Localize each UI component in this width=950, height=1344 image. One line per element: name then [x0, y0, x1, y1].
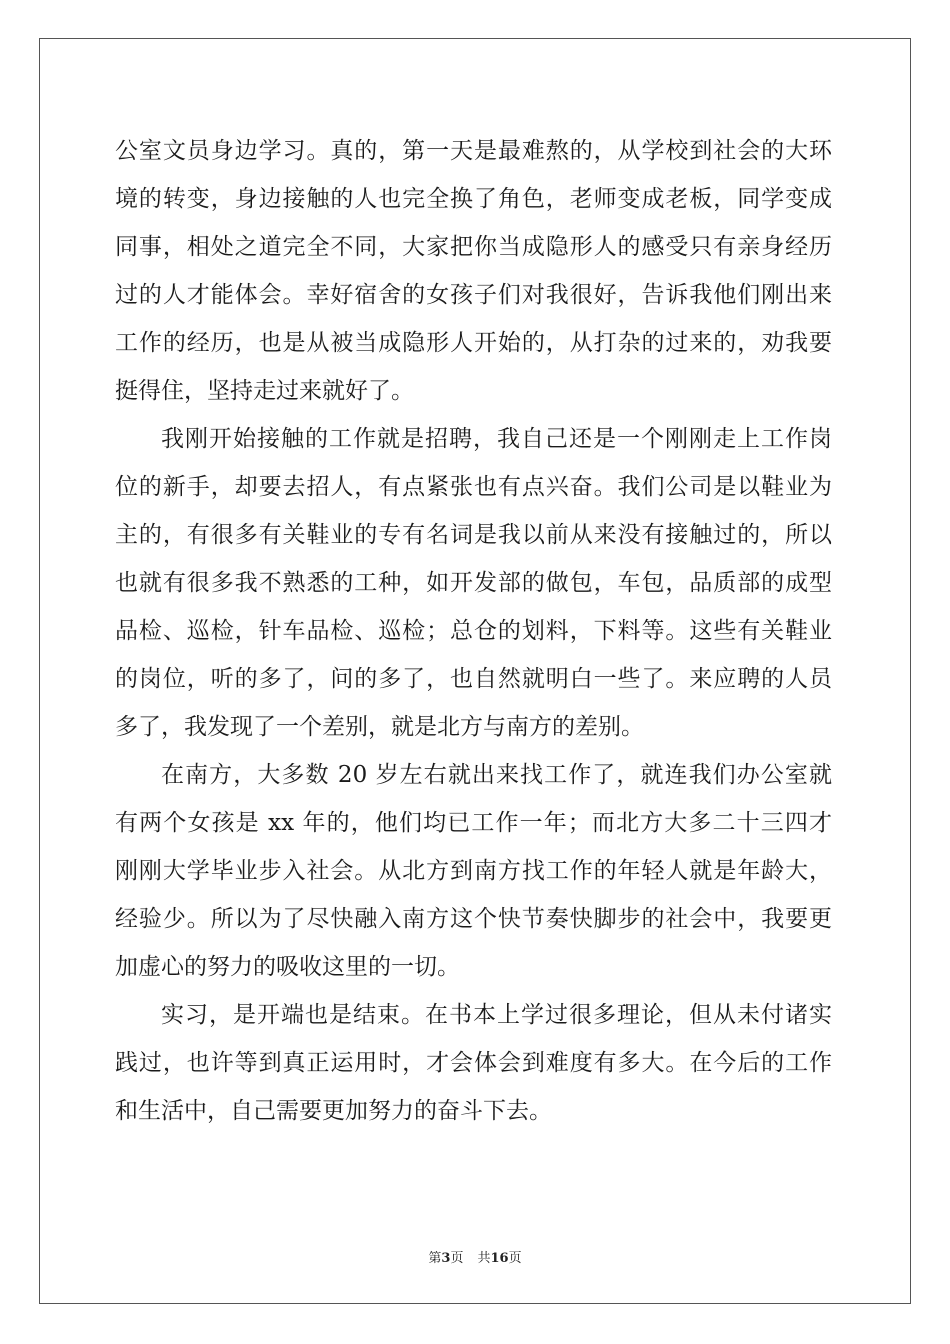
text-line: 挺得住，坚持走过来就好了。 — [115, 378, 414, 404]
paragraph — [115, 127, 832, 415]
text-line: 品检、巡检，针车品检、巡检；总仓的划料，下料等。这些有关鞋业 — [115, 618, 832, 644]
text-line: 有两个女孩是 xx 年的，他们均已工作一年；而北方大多二十三四才 — [115, 810, 832, 836]
text-line: 践过，也许等到真正运用时，才会体会到难度有多大。在今后的工作 — [115, 1050, 832, 1076]
text-line: 经验少。所以为了尽快融入南方这个快节奏快脚步的社会中，我要更 — [115, 906, 832, 932]
text-line: 位的新手，却要去招人，有点紧张也有点兴奋。我们公司是以鞋业为 — [115, 474, 832, 500]
text-line: 同事，相处之道完全不同，大家把你当成隐形人的感受只有亲身经历 — [115, 234, 832, 260]
text-line: 多了，我发现了一个差别，就是北方与南方的差别。 — [115, 714, 644, 740]
text-line: 的岗位，听的多了，问的多了，也自然就明白一些了。来应聘的人员 — [115, 666, 832, 692]
total-page-count: 16 — [490, 1251, 509, 1266]
text-line: 我刚开始接触的工作就是招聘，我自己还是一个刚刚走上工作岗 — [161, 426, 832, 452]
page-number-prefix: 第 — [428, 1251, 442, 1266]
total-pages-suffix: 页 — [508, 1251, 522, 1266]
text-line: 加虚心的努力的吸收这里的一切。 — [115, 954, 460, 980]
current-page-number: 3 — [441, 1251, 451, 1266]
text-line: 公室文员身边学习。真的，第一天是最难熬的，从学校到社会的大环 — [115, 138, 832, 164]
page-number-suffix: 页 — [450, 1251, 464, 1266]
text-line: 也就有很多我不熟悉的工种，如开发部的做包，车包，品质部的成型 — [115, 570, 832, 596]
paragraph — [115, 751, 832, 991]
text-line: 工作的经历，也是从被当成隐形人开始的，从打杂的过来的，劝我要 — [115, 330, 832, 356]
text-line: 实习，是开端也是结束。在书本上学过很多理论，但从未付诸实 — [161, 1002, 832, 1028]
paragraph — [115, 991, 832, 1135]
text-line: 过的人才能体会。幸好宿舍的女孩子们对我很好，告诉我他们刚出来 — [115, 282, 832, 308]
text-line: 在南方，大多数 20 岁左右就出来找工作了，就连我们办公室就 — [161, 762, 832, 788]
text-line: 主的，有很多有关鞋业的专有名词是我以前从来没有接触过的，所以 — [115, 522, 832, 548]
document-body — [115, 127, 832, 1135]
text-line: 境的转变，身边接触的人也完全换了角色，老师变成老板，同学变成 — [115, 186, 832, 212]
paragraph — [115, 415, 832, 751]
text-line: 和生活中，自己需要更加努力的奋斗下去。 — [115, 1098, 552, 1124]
text-line: 刚刚大学毕业步入社会。从北方到南方找工作的年轻人就是年龄大， — [115, 858, 832, 884]
page-footer — [0, 1247, 950, 1266]
total-pages-prefix: 共 — [477, 1251, 491, 1266]
